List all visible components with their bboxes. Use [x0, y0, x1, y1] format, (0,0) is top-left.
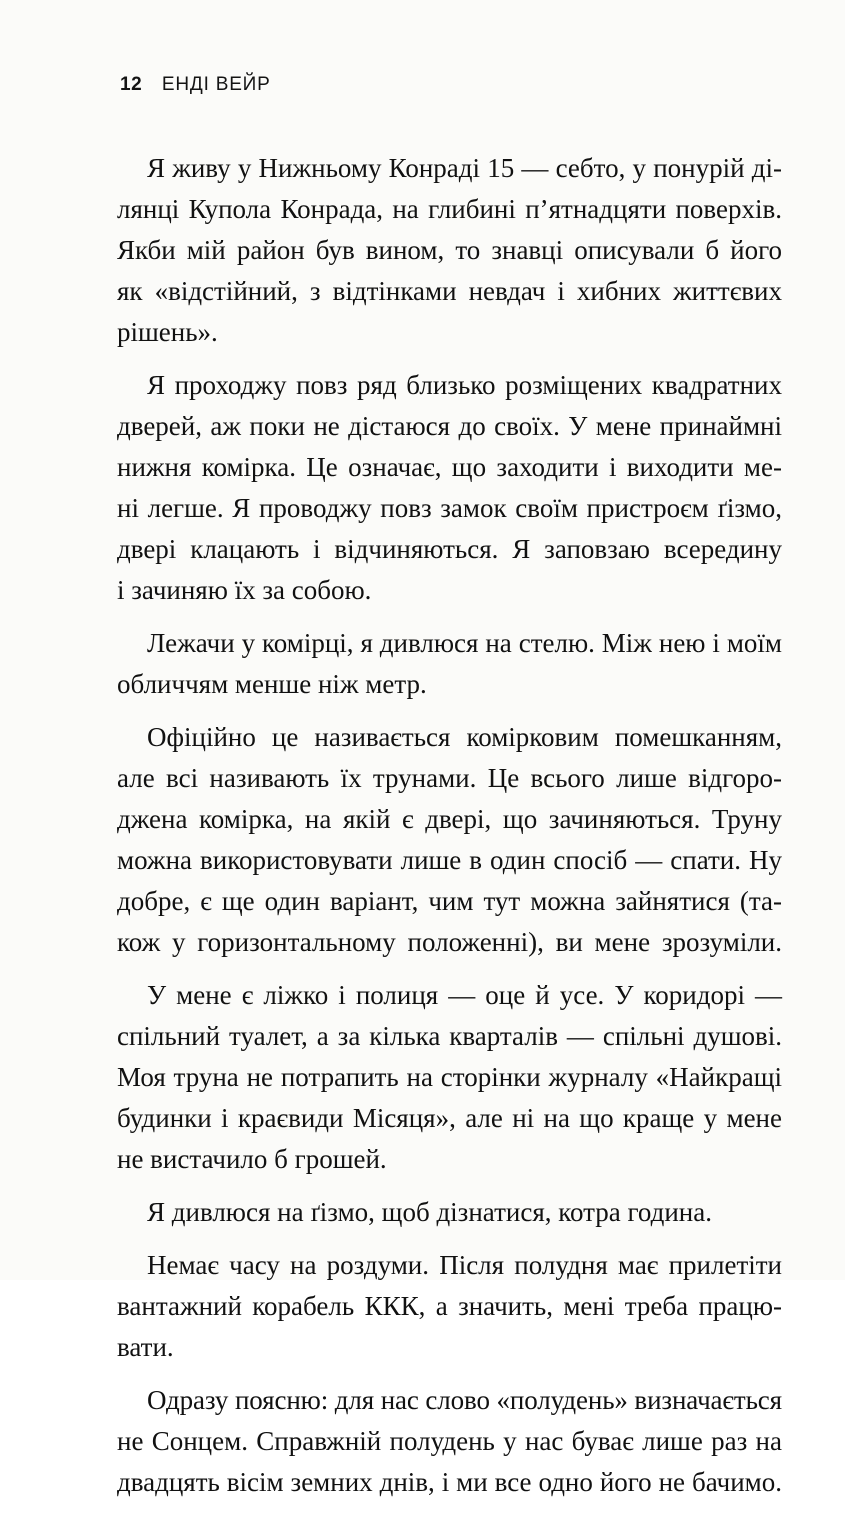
- text-line: нижня комірка. Це означає, що заходити і виходити ме-: [117, 452, 782, 482]
- text-line: Немає часу на роздуми. Після полудня має прилетіти: [147, 1250, 782, 1280]
- text-line: можна використовувати лише в один спосіб — спати. Ну: [117, 845, 782, 875]
- text-line: дверей, аж поки не дістаюся до своїх. У мене принаймні: [117, 411, 782, 441]
- paragraph: [117, 148, 782, 353]
- text-line: не Сонцем. Справжній полудень у нас буває лише раз на: [117, 1426, 782, 1456]
- text-line: вантажний корабель ККК, а значить, мені треба працю-: [117, 1291, 782, 1321]
- text-line: Я дивлюся на ґізмо, щоб дізнатися, котра година.: [147, 1197, 712, 1227]
- paragraph: [117, 623, 782, 705]
- paragraph: [117, 1380, 782, 1503]
- paragraph: [117, 975, 782, 1180]
- text-line: будинки і краєвиди Місяця», але ні на що краще у мене: [117, 1103, 782, 1133]
- body-text: [117, 148, 782, 1515]
- paragraph: [117, 365, 782, 611]
- text-line: Одразу поясню: для нас слово «полудень» визначається: [147, 1385, 782, 1415]
- text-line: джена комірка, на якій є двері, що зачиняються. Труну: [117, 804, 782, 834]
- text-line: добре, є ще один варіант, чим тут можна зайнятися (та-: [117, 886, 782, 916]
- text-line: кож у горизонтальному положенні), ви мене зрозуміли.: [117, 927, 782, 957]
- page-number: 12: [120, 74, 143, 95]
- text-line: Якби мій район був вином, то знавці описували б його: [117, 235, 782, 265]
- text-line: двадцять вісім земних днів, і ми все одно його не бачимо.: [117, 1467, 782, 1497]
- paragraph: [117, 1245, 782, 1368]
- text-line: Офіційно це називається комірковим помешканням,: [147, 722, 782, 752]
- text-line: двері клацають і відчиняються. Я заповзаю всередину: [117, 534, 782, 564]
- text-line: спільний туалет, а за кілька кварталів — спільні душові.: [117, 1021, 782, 1051]
- text-line: Лежачи у комірці, я дивлюся на стелю. Між нею і моїм: [147, 628, 782, 658]
- paragraph: [117, 1192, 782, 1233]
- text-line: ні легше. Я проводжу повз замок своїм пристроєм ґізмо,: [117, 493, 782, 523]
- author-name: ЕНДІ ВЕЙР: [161, 74, 271, 95]
- text-line: вати.: [117, 1332, 174, 1362]
- text-line: не вистачило б грошей.: [117, 1144, 387, 1174]
- text-line: Моя труна не потрапить на сторінки журналу «Найкращі: [117, 1062, 782, 1092]
- text-line: але всі називають їх трунами. Це всього лише відгоро-: [117, 763, 782, 793]
- paragraph: [117, 717, 782, 963]
- running-head: [120, 74, 271, 96]
- text-line: У мене є ліжко і полиця — оце й усе. У коридорі —: [147, 980, 782, 1010]
- text-line: і зачиняю їх за собою.: [117, 575, 372, 605]
- text-line: лянці Купола Конрада, на глибині п’ятнадцяти поверхів.: [117, 194, 782, 224]
- text-line: як «відстійний, з відтінками невдач і хибних життєвих: [117, 276, 782, 306]
- text-line: Я живу у Нижньому Конраді 15 — себто, у понурій ді-: [147, 153, 782, 183]
- text-line: обличчям менше ніж метр.: [117, 669, 427, 699]
- text-line: Я проходжу повз ряд близько розміщених квадратних: [147, 370, 782, 400]
- text-line: рішень».: [117, 317, 218, 347]
